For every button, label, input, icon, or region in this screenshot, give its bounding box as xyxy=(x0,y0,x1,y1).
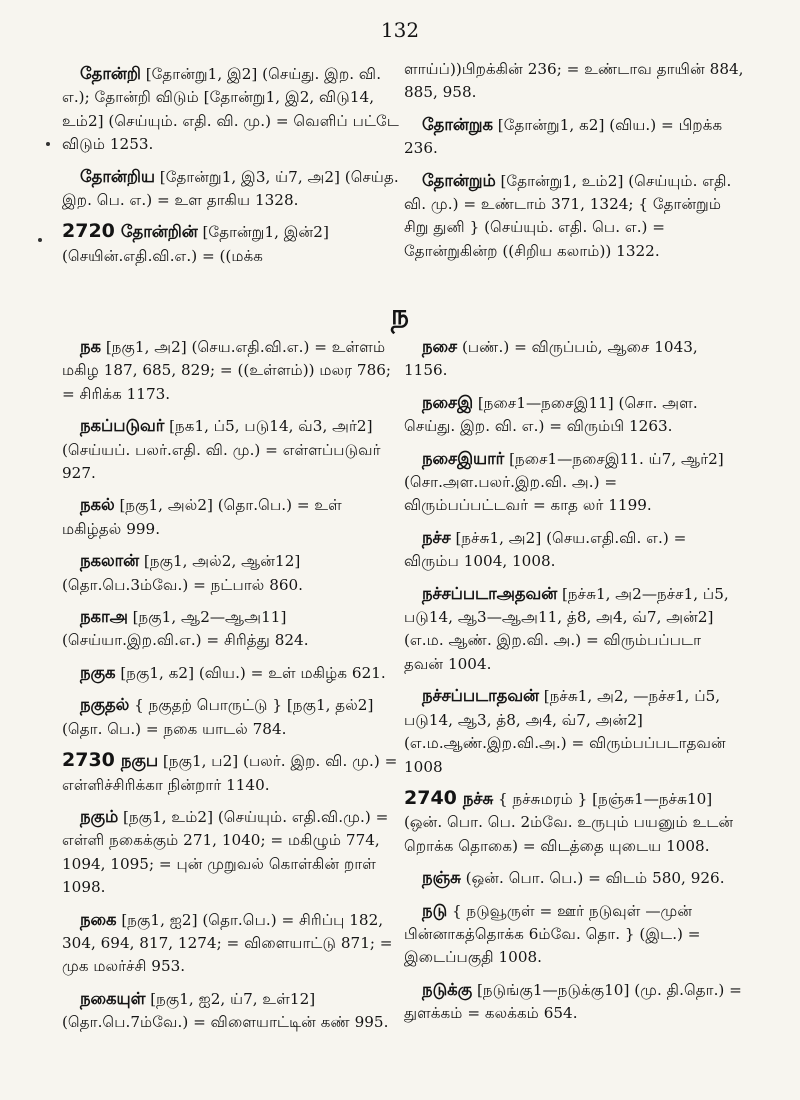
section-letter: ந xyxy=(391,298,409,331)
headword: நசை xyxy=(422,337,458,356)
definition: [நசை1—நசைஇ11. ய்7, ஆர்2] (சொ.அள.பலர்.இற.வி. அ.) = விரும்பப்பட்டவர் = காத லர் 1199. xyxy=(404,449,724,515)
definition: [நச்சு1, அ2, —நச்ச1, ப்5, படு14, ஆ3, த்8, அ4, வ்7, அன்2] (எ.ம.ஆண்.இற.வி.அ.) = விரும்பப்படாதவன் 1008 xyxy=(404,687,726,776)
entry xyxy=(62,62,402,157)
headword: தோன்றுக xyxy=(422,114,493,134)
definition: ளாய்ப்))பிறக்கின் 236; = உண்டாவ தாயின் 884, 885, 958. xyxy=(404,60,744,102)
entry xyxy=(404,866,744,890)
entry-number: 2740 xyxy=(404,786,457,809)
headword: தோன்றின் xyxy=(120,222,198,242)
headword: நகையுள் xyxy=(80,988,146,1008)
headword: நகல் xyxy=(80,495,115,515)
entry xyxy=(62,335,402,406)
entry xyxy=(62,165,402,213)
margin-dot xyxy=(38,238,42,242)
margin-dot xyxy=(46,142,50,146)
headword: நகலான் xyxy=(80,551,140,571)
definition: [நகு1, ஆ2—ஆஅ11] (செய்யா.இற.வி.எ.) = சிரித்து 824. xyxy=(62,608,309,650)
definition: [நகு1, அல்2] (தொ.பெ.) = உள் மகிழ்தல் 999. xyxy=(62,496,342,538)
entry xyxy=(404,335,744,383)
headword: நச்ச xyxy=(422,527,451,547)
headword: நகுப xyxy=(120,751,159,771)
headword: நகும் xyxy=(80,806,119,826)
entry xyxy=(62,693,402,741)
entry xyxy=(404,58,744,105)
entry xyxy=(62,805,402,900)
headword: நடுக்கு xyxy=(422,979,473,999)
headword: நக xyxy=(80,337,102,356)
headword: நகுக xyxy=(80,662,116,682)
headword: தோன்றிய xyxy=(80,166,155,186)
entry xyxy=(62,220,402,268)
headword: நசைஇ xyxy=(422,392,474,412)
definition: [நக1, ப்5, படு14, வ்3, அர்2] (செய்யப். பலர்.எதி. வி. மு.) = எள்ளப்படுவர் 927. xyxy=(62,417,381,483)
headword: நகுதல் xyxy=(80,695,130,715)
definition: { நச்சுமரம் } [நஞ்சு1—நச்சு10] (ஒன். பொ. பெ. 2ம்வே. உருபும் பயனும் உடன் றொக்க தொகை) = விடத்தை யுடைய 1008. xyxy=(404,789,734,855)
definition: (ஒன். பொ. பெ.) = விடம் 580, 926. xyxy=(465,869,725,888)
definition: [நகு1, ஐ2] (தொ.பெ.) = சிரிப்பு 182, 304, 694, 817, 1274; = விளையாட்டு 871; = முக மலர்ச்சி 953. xyxy=(62,910,393,976)
definition: [நச்சு1, அ2] (செய.எதி.வி. எ.) = விரும்ப 1004, 1008. xyxy=(404,528,687,571)
definition: [தோன்று1, க2] (விய.) = பிறக்க 236. xyxy=(404,115,723,158)
definition: { நகுதற் பொருட்டு } [நகு1, தல்2] (தொ. பெ.) = நகை யாடல் 784. xyxy=(62,696,374,738)
entry xyxy=(404,582,744,677)
headword: நகப்படுவர் xyxy=(80,416,165,436)
headword: நஞ்சு xyxy=(422,868,461,888)
entry xyxy=(62,987,402,1035)
definition: [நகு1, க2] (விய.) = உள் மகிழ்க 621. xyxy=(120,663,386,682)
entry xyxy=(404,684,744,779)
entry-number: 2720 xyxy=(62,220,115,243)
definition: [தோன்று1, உம்2] (செய்யும். எதி. வி. மு.) = உண்டாம் 371, 1324; { தோன்றும் சிறு துனி } (செய்யும். எதி. பெ. எ.) = தோன்றுகின்ற ((சிறிய கலாம்)) 1322. xyxy=(404,171,732,260)
entry xyxy=(404,391,744,439)
definition: [தோன்று1, இ2] (செய்து. இற. வி. எ.); தோன்றி விடும் [தோன்று1, இ2, விடு14, உம்2] (செய்யும். எதி. வி. மு.) = வெளிப் பட்டே விடும் 1253. xyxy=(62,65,399,154)
entry xyxy=(404,447,744,518)
entry xyxy=(62,414,402,485)
entry xyxy=(62,493,402,541)
definition: [நகு1, அல்2, ஆன்12] (தொ.பெ.3ம்வே.) = நட்பால் 860. xyxy=(62,552,304,594)
left-column-bottom xyxy=(62,335,402,1043)
definition: [நசை1—நசைஇ11] (சொ. அள. செய்து. இற. வி. எ.) = விரும்பி 1263. xyxy=(404,393,698,436)
entry xyxy=(404,899,744,970)
headword: நச்சப்படாதவன் xyxy=(422,686,539,706)
definition: [நகு1, ப2] (பலர். இற. வி. மு.) = எள்ளிச்சிரிக்கா நின்றார் 1140. xyxy=(62,752,398,794)
right-column-top xyxy=(404,58,744,271)
right-column-bottom xyxy=(404,335,744,1034)
entry xyxy=(62,749,402,797)
headword: நகை xyxy=(80,909,117,929)
entry xyxy=(404,978,744,1026)
entry xyxy=(404,113,744,161)
definition: [நச்சு1, அ2—நச்ச1, ப்5, படு14, ஆ3—ஆஅ11, த்8, அ4, வ்7, அன்2] (எ.ம. ஆண். இற.வி. அ.) = விரும்பப்படா தவன் 1004. xyxy=(404,584,729,673)
headword: நச்சு xyxy=(462,788,494,808)
definition: { நடுவூருள் = ஊர் நடுவுள் —முன் பின்னாகத்தொக்க 6ம்வே. தொ. } (இட.) = இடைப்பகுதி 1008. xyxy=(404,901,701,967)
definition: [நகு1, ஐ2, ய்7, உள்12] (தொ.பெ.7ம்வே.) = விளையாட்டின் கண் 995. xyxy=(62,989,389,1032)
definition: [நகு1, அ2] (செய.எதி.வி.எ.) = உள்ளம் மகிழ 187, 685, 829; = ((உள்ளம்)) மலர 786; = சிரிக்க 1173. xyxy=(62,338,392,403)
definition: [தோன்று1, இ3, ய்7, அ2] (செய்த. இற. பெ. எ.) = உள தாகிய 1328. xyxy=(62,167,399,210)
definition: [தோன்று1, இன்2] (செயின்.எதி.வி.எ.) = ((மக்க xyxy=(62,223,329,265)
entry xyxy=(62,908,402,979)
left-column-top xyxy=(62,62,402,276)
definition: [நகு1, உம்2] (செய்யும். எதி.வி.மு.) = எள்ளி நகைக்கும் 271, 1040; = மகிழும் 774, 1094, 1095; = புன் முறுவல் கொள்கின் றாள் 1098. xyxy=(62,807,389,897)
entry xyxy=(404,787,744,858)
headword: நசைஇயார் xyxy=(422,448,505,468)
definition: (பண்.) = விருப்பம், ஆசை 1043, 1156. xyxy=(404,338,698,380)
headword: நகாஅ xyxy=(80,607,128,627)
headword: நடு xyxy=(422,900,448,920)
entry-number: 2730 xyxy=(62,749,115,772)
entry xyxy=(404,169,744,264)
headword: நச்சப்படாஅதவன் xyxy=(422,583,558,603)
entry xyxy=(404,526,744,574)
entry xyxy=(62,661,402,685)
page-number: 132 xyxy=(380,18,420,42)
definition: [நடுங்கு1—நடுக்கு10] (மு. தி.தொ.) = துளக்கம் = கலக்கம் 654. xyxy=(404,980,742,1023)
entry xyxy=(62,605,402,653)
headword: தோன்றி xyxy=(80,64,141,83)
entry xyxy=(62,549,402,597)
headword: தோன்றும் xyxy=(422,170,496,190)
